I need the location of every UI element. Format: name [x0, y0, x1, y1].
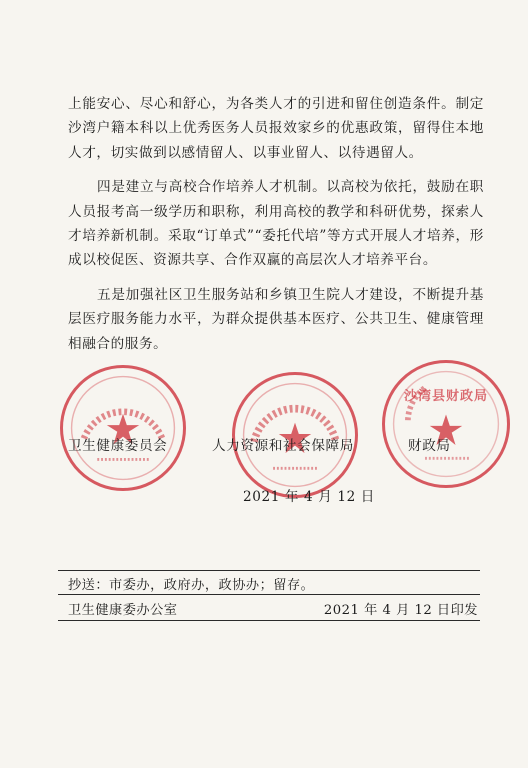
footer-rule-middle — [58, 594, 480, 595]
cc-line: 抄送：市委办，政府办，政协办；留存。 — [68, 578, 315, 593]
issuing-office: 卫生健康委办公室 — [68, 603, 178, 618]
seal-3-graphic — [385, 363, 507, 485]
signing-date: 2021 年 4 月 12 日 — [243, 489, 375, 505]
signature-finance-bureau: 财政局 — [408, 438, 451, 454]
print-date: 2021 年 4 月 12 日印发 — [323, 603, 478, 618]
official-seal-finance-bureau — [382, 360, 510, 488]
footer-rule-top — [58, 570, 480, 571]
footer-rule-bottom — [58, 620, 480, 621]
body-paragraph: 四是建立与高校合作培养人才机制。以高校为依托，鼓励在职人员报考高一级学历和职称，利用高校的教学和科研优势，探索人才培养新机制。采取“订单式”“委托代培”等方式开展人才培养，形成以校促医、资源共享、合作双赢的高层次人才培养平台。 — [68, 179, 484, 269]
official-seal-health-commission — [60, 365, 186, 491]
seal-3-text: 沙湾县财政局 — [403, 389, 488, 404]
body-paragraph: 上能安心、尽心和舒心，为各类人才的引进和留住创造条件。制定沙湾户籍本科以上优秀医务人员报效家乡的优惠政策，留得住本地人才，切实做到以感情留人、以事业留人、以待遇留人。 — [68, 96, 484, 161]
document-body — [68, 92, 484, 356]
body-paragraph: 五是加强社区卫生服务站和乡镇卫生院人才建设，不断提升基层医疗服务能力水平，为群众提供基本医疗、公共卫生、健康管理相融合的服务。 — [68, 286, 484, 352]
signature-hr-bureau: 人力资源和社会保障局 — [212, 438, 354, 454]
signature-health-commission: 卫生健康委员会 — [68, 438, 168, 454]
seal-1-graphic — [63, 368, 183, 488]
